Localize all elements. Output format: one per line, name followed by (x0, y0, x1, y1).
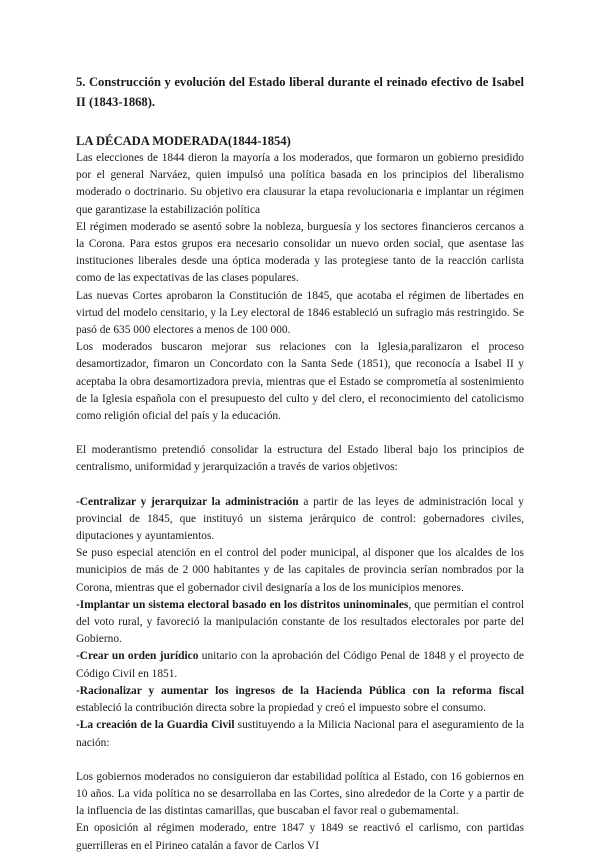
objective-administration-title: -Centralizar y jerarquizar la administración (76, 495, 299, 508)
paragraph-carlism: En oposición al régimen moderado, entre 1847 y 1849 se reactivó el carlismo, con partidas guerrilleras en el Pirineo catalán a favor de Carlos VI (76, 822, 524, 852)
objective-treasury (76, 683, 524, 717)
objective-treasury-text: estableció la contribución directa sobre la propiedad y creó el impuesto sobre el consumo. (76, 702, 486, 715)
paragraph-instability: Los gobiernos moderados no consiguieron dar estabilidad política al Estado, con 16 gobiernos en 10 años. La vida política no se desarrollaba en las Cortes, sino alrededor de la Corte y a partir de la influencia de las distintas camarillas, que buscaban el favor real o gubemamental. (76, 770, 524, 818)
objective-electoral-title: -Implantar un sistema electoral basado en los distritos uninominales (76, 598, 409, 611)
objective-treasury-title: -Racionalizar y aumentar los ingresos de la Hacienda Pública con la reforma fiscal (76, 684, 524, 697)
paragraph-objectives-intro: El moderantismo pretendió consolidar la estructura del Estado liberal bajo los principios de centralismo, uniformidad y jerarquización a través de varios objetivos: (76, 444, 524, 474)
section-heading: LA DÉCADA MODERADA(1844-1854) (76, 134, 291, 148)
paragraph-municipal-control: Se puso especial atención en el control del poder municipal, al disponer que los alcaldes de los municipios de más de 2 000 habitantes y de las capitales de provincia serían nombrados por la Corona, mientras que el gobernador civil designaría a los de los municipios menores. (76, 547, 524, 594)
paragraph-church: Los moderados buscaron mejorar sus relaciones con la Iglesia,paralizaron el proceso desamortizador, fimaron un Concordato con la Santa Sede (1851), que reconocía a Isabel II y aceptaba la obra desamortizadora previa, mientras que el Estado se comprometía al sostenimiento de la Iglesia española con el presupuesto del culto y del clero, el reconocimiento del catolicismo como religión oficial del país y la educación. (76, 341, 524, 423)
objective-administration (76, 494, 524, 546)
paragraph-constitution: Las nuevas Cortes aprobaron la Constitución de 1845, que acotaba el régimen de libertades en virtud del modelo censitario, y la Ley electoral de 1846 estableció un sufragio más restringido. Se pasó de 635 000 electores a menos de 100 000. (76, 289, 524, 337)
spacer (76, 752, 524, 769)
spacer (76, 425, 524, 442)
objective-civil-guard-title: -La creación de la Guardia Civil (76, 719, 235, 732)
objective-civil-guard-text: sustituyendo a la Milicia Nacional para el aseguramiento de la nación: (76, 719, 525, 749)
document-title: 5. Construcción y evolución del Estado liberal durante el reinado efectivo de Isabel II (1843-1868). (76, 75, 524, 109)
paragraph-social-base: El régimen moderado se asentó sobre la nobleza, burguesía y los sectores financieros cercanos a la Corona. Para estos grupos era necesario consolidar un nuevo orden social, que asentase las instituciones liberales desde una óptica moderada y las protegiese tanto de la reacción carlista como de las expectativas de las clases populares. (76, 220, 524, 285)
objective-administration-text: a partir de las leyes de administración local y provincial de 1845, que instituyó un sistema jerárquico de control: gobernadores civiles, diputaciones y ayuntamientos. (76, 495, 524, 543)
objective-electoral-text: , que permitían el control del voto rural, y favoreció la manipulación constante de los resultados electorales por parte del Gobierno. (76, 598, 524, 646)
paragraph-elections: Las elecciones de 1844 dieron la mayoría a los moderados, que formaron un gobierno presidido por el general Narváez, quien impulsó una política basada en los principios del liberalismo moderado o doctrinario. Su objetivo era clausurar la etapa revolucionaria e implantar un régimen que garantizase la estabilización política (76, 152, 524, 216)
spacer (76, 477, 524, 494)
objective-legal-order-text: unitario con la aprobación del Código Penal de 1848 y el proyecto de Código Civil en 1851. (76, 650, 524, 680)
objective-electoral (76, 597, 524, 649)
objective-legal-order-title: -Crear un orden jurídico (76, 650, 199, 663)
objective-legal-order (76, 648, 524, 682)
objective-civil-guard (76, 717, 524, 751)
